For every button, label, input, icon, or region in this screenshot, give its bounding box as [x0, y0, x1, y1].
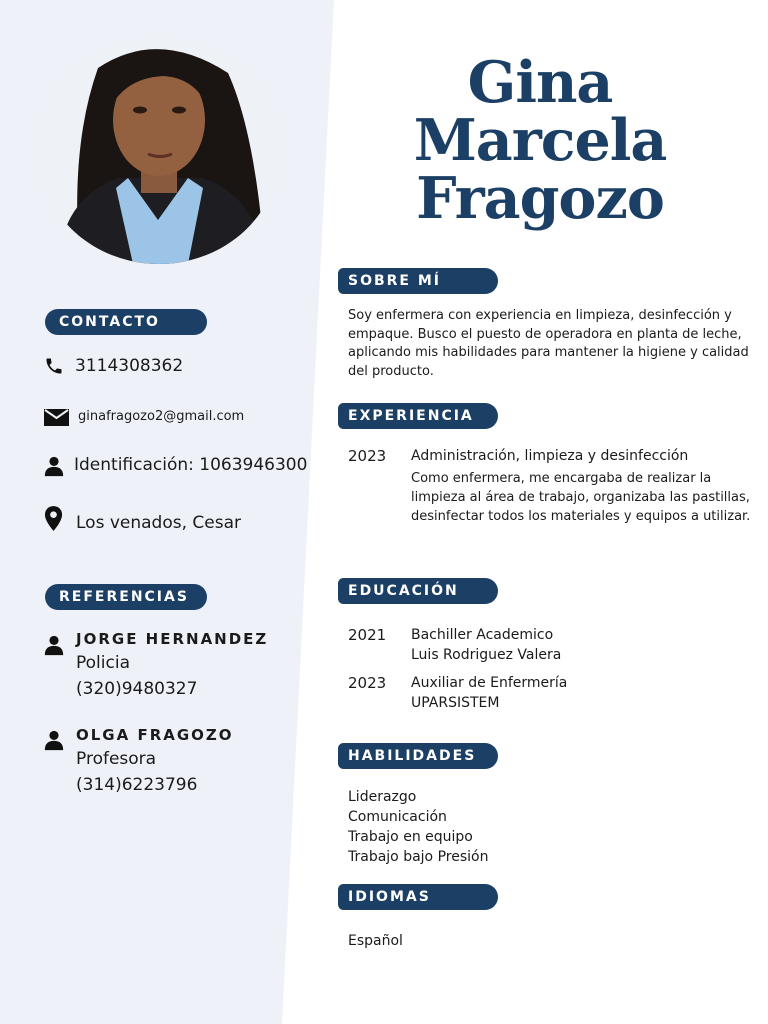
reference-role: Policia [76, 653, 130, 673]
skill-item: Comunicación [348, 809, 447, 825]
about-line: del producto. [348, 363, 434, 379]
contact-location: Los venados, Cesar [76, 513, 241, 533]
contact-phone: 3114308362 [75, 356, 184, 376]
education-header: EDUCACIÓN [338, 578, 498, 604]
education-title: Auxiliar de Enfermería [411, 675, 568, 691]
skill-item: Trabajo en equipo [348, 829, 473, 845]
experience-line: limpieza al área de trabajo, organizaba las pastillas, [411, 490, 750, 505]
phone-icon [44, 355, 64, 377]
skill-item: Liderazgo [348, 789, 417, 805]
languages-header: IDIOMAS [338, 884, 498, 910]
skill-item: Trabajo bajo Presión [348, 849, 489, 865]
skills-header: HABILIDADES [338, 743, 498, 769]
name-line-1: Gina Marcela [413, 49, 667, 174]
experience-line: Como enfermera, me encargaba de realizar la [411, 471, 712, 486]
references-header: REFERENCIAS [45, 584, 207, 610]
experience-year: 2023 [348, 447, 387, 465]
reference-name: OLGA FRAGOZO [76, 726, 234, 744]
about-line: Soy enfermera con experiencia en limpieza, desinfección y [348, 308, 732, 323]
education-item [411, 625, 561, 665]
candidate-name [340, 49, 740, 232]
contact-email: ginafragozo2@gmail.com [78, 409, 245, 424]
education-title: Bachiller Academico [411, 627, 554, 643]
person-icon [43, 729, 65, 751]
education-item [411, 673, 567, 713]
person-icon [43, 455, 65, 477]
language-item: Español [348, 933, 403, 949]
contact-identification: Identificación: 1063946300 [74, 455, 308, 475]
reference-item [76, 726, 234, 798]
education-institution: UPARSISTEM [411, 695, 500, 711]
reference-phone: (320)9480327 [76, 679, 198, 699]
about-line: aplicando mis habilidades para mantener la higiene y calidad [348, 345, 749, 360]
about-line: empaque. Busco el puesto de operadora en planta de leche, [348, 326, 742, 342]
about-header: SOBRE MÍ [338, 268, 498, 294]
experience-description [411, 469, 750, 526]
education-year: 2021 [348, 626, 387, 644]
email-icon [44, 409, 69, 426]
reference-item [76, 630, 268, 702]
reference-phone: (314)6223796 [76, 775, 198, 795]
experience-role: Administración, limpieza y desinfección [411, 448, 689, 464]
about-text [348, 307, 749, 381]
experience-line: desinfectar todos los materiales y equipos a utilizar. [411, 509, 751, 524]
education-institution: Luis Rodriguez Valera [411, 647, 562, 663]
location-pin-icon [44, 506, 63, 531]
reference-name: JORGE HERNANDEZ [76, 630, 269, 648]
contact-header: CONTACTO [45, 309, 207, 335]
name-line-2: Fragozo [416, 165, 664, 232]
education-year: 2023 [348, 674, 387, 692]
skills-list [348, 787, 488, 867]
reference-role: Profesora [76, 749, 157, 769]
person-icon [43, 634, 65, 656]
experience-header: EXPERIENCIA [338, 403, 498, 429]
profile-photo [38, 38, 280, 264]
